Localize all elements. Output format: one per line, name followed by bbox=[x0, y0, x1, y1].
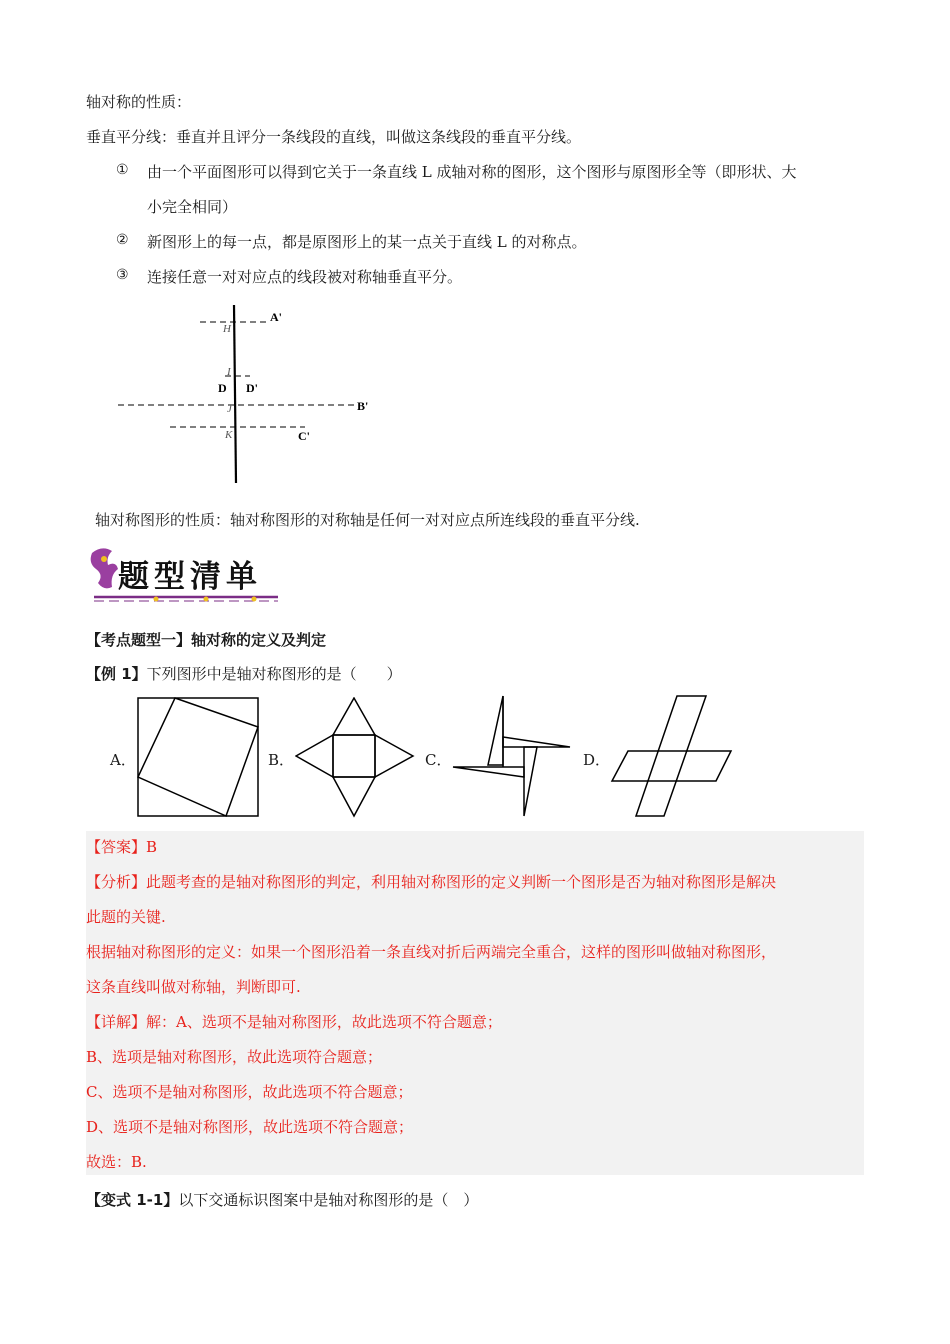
symmetry-axis bbox=[234, 305, 236, 483]
option-c-label: C． bbox=[425, 751, 452, 769]
banner-title: 题型清单 bbox=[118, 559, 262, 595]
variant-question-text: 以下交通标识图案中是轴对称图形的是（ ） bbox=[178, 1191, 479, 1209]
label-d-prime: D' bbox=[246, 381, 258, 395]
answer-tag: 【答案】 bbox=[86, 838, 147, 856]
label-d: D bbox=[218, 381, 227, 395]
analysis-text-1: 此题考查的是轴对称图形的判定，利用轴对称图形的定义判断一个图形是否为轴对称图形是解决 bbox=[146, 873, 777, 891]
example-label: 【例 1】 bbox=[86, 665, 147, 683]
example-1-question bbox=[86, 664, 402, 684]
analysis-line-1 bbox=[86, 872, 776, 892]
option-b-label: B． bbox=[268, 751, 295, 769]
label-h: H bbox=[223, 323, 231, 335]
perpendicular-bisector-definition: 垂直平分线：垂直并且评分一条线段的直线，叫做这条线段的垂直平分线。 bbox=[86, 128, 582, 146]
example-question-text: 下列图形中是轴对称图形的是（ ） bbox=[146, 665, 402, 683]
answer-value: B bbox=[146, 838, 158, 856]
label-c-prime: C' bbox=[298, 429, 310, 443]
analysis-line-2: 此题的关键. bbox=[86, 908, 166, 926]
label-b-prime: B' bbox=[357, 399, 369, 413]
label-i: I bbox=[227, 366, 231, 378]
label-j: J bbox=[227, 403, 232, 415]
properties-heading: 轴对称的性质： bbox=[86, 93, 192, 111]
option-d-label: D． bbox=[583, 751, 611, 769]
item-text-1: 由一个平面图形可以得到它关于一条直线 L 成轴对称的图形，这个图形与原图形全等（即形状、大 bbox=[147, 163, 797, 181]
symmetry-axis-diagram bbox=[110, 300, 380, 490]
detail-line-4: D、选项不是轴对称图形，故此选项不符合题意； bbox=[86, 1118, 414, 1136]
analysis-tag: 【分析】 bbox=[86, 873, 147, 891]
detail-text-1: 解：A、选项不是轴对称图形，故此选项不符合题意； bbox=[146, 1013, 502, 1031]
item-text-2: 新图形上的每一点，都是原图形上的某一点关于直线 L 的对称点。 bbox=[147, 233, 587, 251]
section-title: 【考点题型一】轴对称的定义及判定 bbox=[86, 631, 327, 649]
item-text-1-continued: 小完全相同） bbox=[147, 198, 238, 216]
detail-line-2: B、选项是轴对称图形，故此选项符合题意； bbox=[86, 1048, 383, 1066]
banner-ornament-icon bbox=[91, 548, 118, 588]
option-c-figure bbox=[452, 695, 574, 819]
detail-line-1 bbox=[86, 1012, 502, 1032]
item-number-2: ② bbox=[116, 232, 129, 248]
label-k: K bbox=[225, 429, 233, 441]
option-b-figure bbox=[295, 697, 415, 819]
detail-line-3: C、选项不是轴对称图形，故此选项不符合题意； bbox=[86, 1083, 413, 1101]
rule-line-1: 根据轴对称图形的定义：如果一个图形沿着一条直线对折后两端完全重合，这样的图形叫做轴对称图形， bbox=[86, 943, 777, 961]
option-a-label: A． bbox=[110, 751, 136, 769]
detail-tag: 【详解】 bbox=[86, 1013, 147, 1031]
question-types-banner bbox=[86, 545, 286, 607]
item-text-3: 连接任意一对对应点的线段被对称轴垂直平分。 bbox=[147, 268, 463, 286]
rule-line-2: 这条直线叫做对称轴，判断即可. bbox=[86, 978, 301, 996]
item-number-3: ③ bbox=[116, 267, 129, 283]
label-a-prime: A' bbox=[270, 310, 282, 324]
item-number-1: ① bbox=[116, 162, 129, 178]
option-d-figure bbox=[610, 695, 734, 819]
axis-symmetric-property: 轴对称图形的性质：轴对称图形的对称轴是任何一对对应点所连线段的垂直平分线. bbox=[95, 511, 640, 529]
variant-label: 【变式 1-1】 bbox=[86, 1191, 179, 1209]
conclusion-line: 故选：B. bbox=[86, 1153, 147, 1171]
answer-line bbox=[86, 837, 157, 857]
variant-question bbox=[86, 1190, 478, 1210]
option-a-figure bbox=[137, 697, 261, 819]
